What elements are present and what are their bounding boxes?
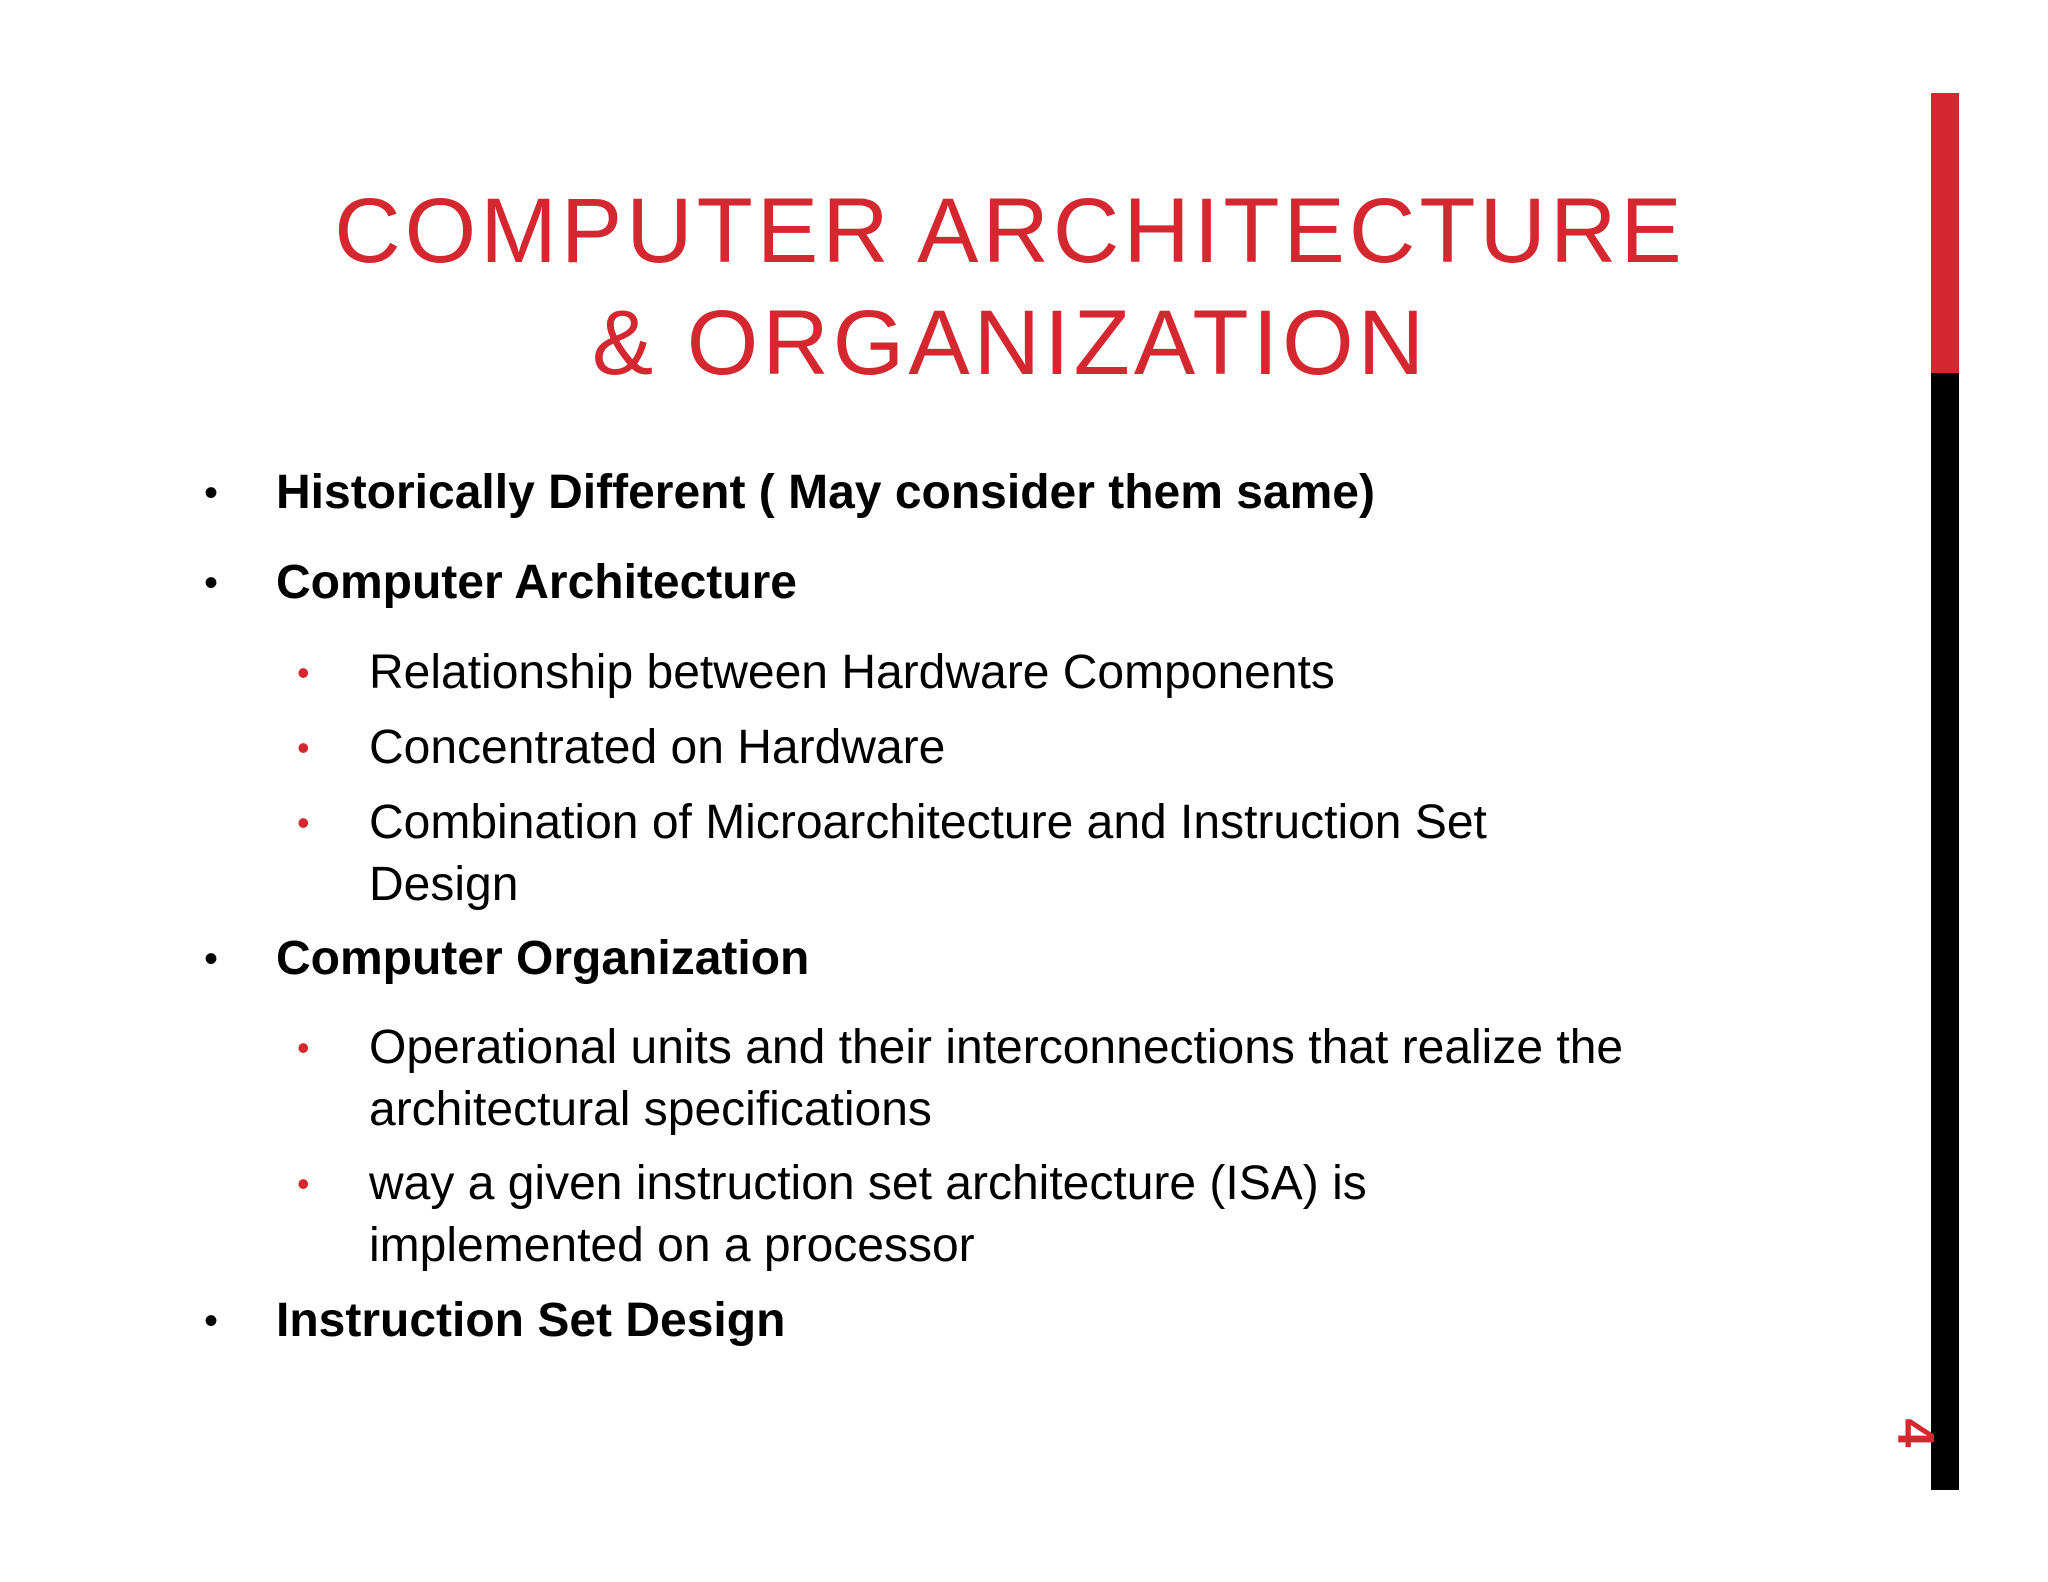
bullet-marker: • <box>204 471 219 515</box>
bullet-marker: • <box>204 561 219 605</box>
sub-bullet-marker: • <box>297 1027 310 1068</box>
sub-bullet-text <box>369 1153 1367 1277</box>
sub-bullet-marker: • <box>297 1163 310 1204</box>
sub-bullet-marker: • <box>297 802 310 843</box>
sub-bullet-item <box>297 1017 1624 1141</box>
sub-bullet-text-line: way a given instruction set architecture (ISA) is <box>369 1157 1367 1210</box>
bullet-item <box>204 554 797 612</box>
bullet-marker: • <box>204 1299 219 1343</box>
sub-bullet-marker: • <box>297 727 310 768</box>
bullet-text: Computer Architecture <box>276 556 797 609</box>
slide-title-line-1: COMPUTER ARCHITECTURE <box>334 180 1686 282</box>
bullet-text: Instruction Set Design <box>276 1294 786 1347</box>
bullet-marker: • <box>204 937 219 981</box>
accent-bar-red <box>1931 93 1959 373</box>
bullet-item <box>204 464 1375 522</box>
sub-bullet-text <box>369 1017 1623 1141</box>
slide-title-line-2: & ORGANIZATION <box>591 292 1429 394</box>
sub-bullet-text-line: Design <box>369 858 519 911</box>
bullet-text: Computer Organization <box>276 932 810 985</box>
sub-bullet-item <box>297 1153 1367 1277</box>
sub-bullet-text-line: architectural specifications <box>369 1083 932 1136</box>
sub-bullet-text-line: Operational units and their interconnections that realize the <box>369 1021 1624 1074</box>
sub-bullet-item <box>297 642 1335 704</box>
accent-bar-black <box>1931 373 1959 1490</box>
sub-bullet-text-line: implemented on a processor <box>369 1219 975 1272</box>
bullet-item <box>204 1292 786 1350</box>
sub-bullet-marker: • <box>297 652 310 693</box>
sub-bullet-item <box>297 792 1487 916</box>
sub-bullet-text: Relationship between Hardware Components <box>369 646 1335 699</box>
bullet-text: Historically Different ( May consider them same) <box>276 466 1375 519</box>
bullet-item <box>204 930 810 988</box>
sub-bullet-item <box>297 717 946 779</box>
page-number: 4 <box>1886 1418 1944 1448</box>
sub-bullet-text <box>369 792 1487 916</box>
sub-bullet-text-line: Combination of Microarchitecture and Instruction Set <box>369 796 1487 849</box>
sub-bullet-text: Concentrated on Hardware <box>369 721 946 774</box>
